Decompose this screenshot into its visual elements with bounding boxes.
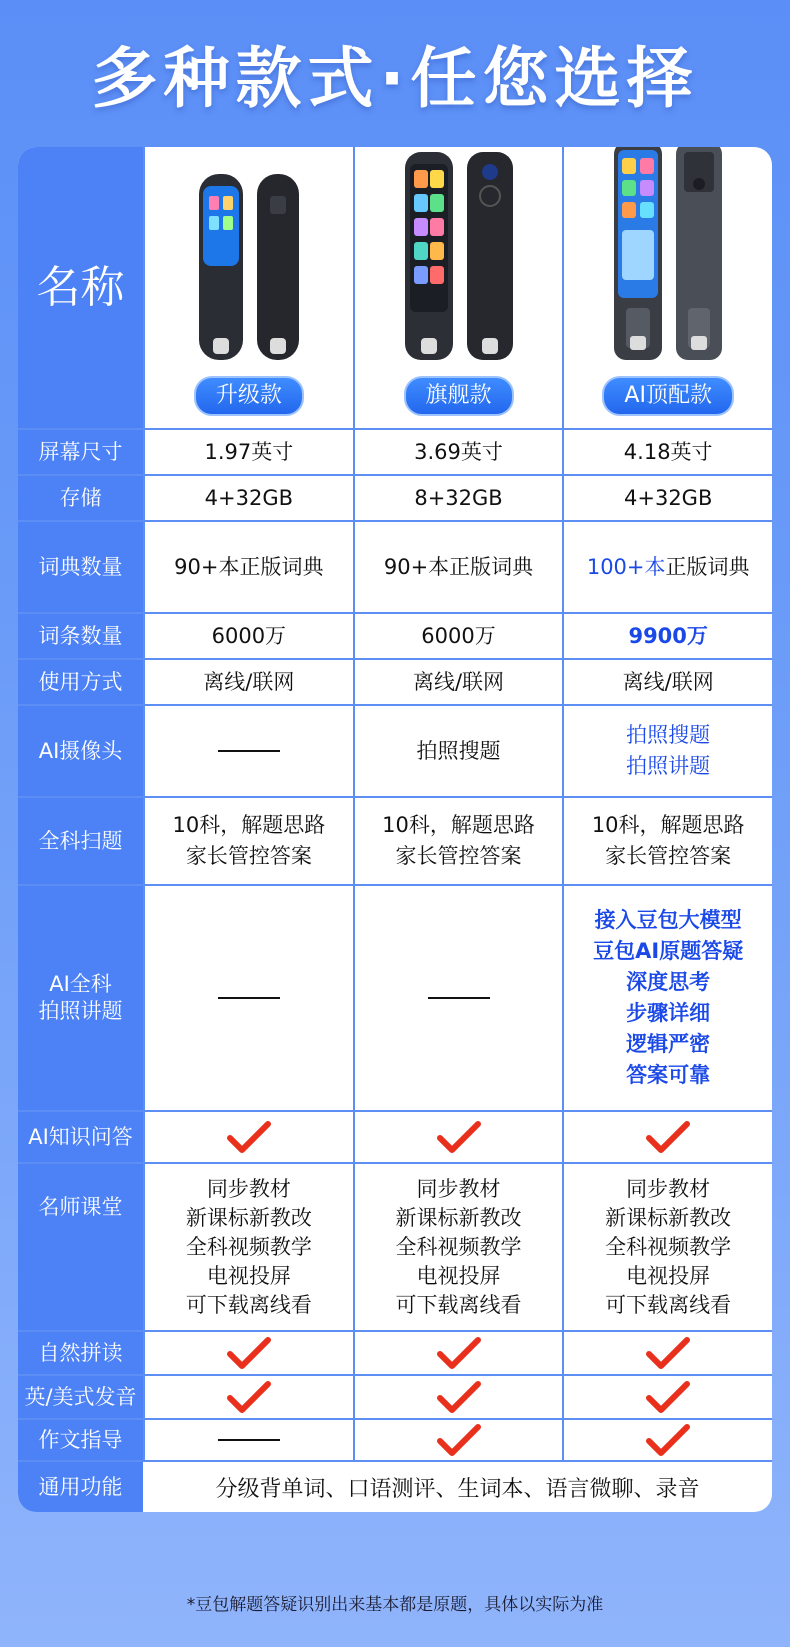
dash-none [218,750,280,752]
value-line: 步骤详细 [626,1001,711,1025]
product-name-pill: AI顶配款 [602,376,734,416]
value-cell [562,522,772,612]
value-cell [143,1112,353,1162]
row-label: 作文指导 [18,1420,143,1460]
value-line: 同步教材 [626,1176,711,1201]
page-title: 多种款式·任您选择 [91,40,699,117]
value-cell [562,1376,772,1418]
value-cell: 离线/联网 [353,660,563,704]
row-teacher [18,1164,772,1332]
row-label: 存储 [18,476,143,520]
value-line: 新课标新教改 [395,1205,522,1230]
value-line: 同步教材 [416,1176,501,1201]
value-cell: 3.69英寸 [353,430,563,474]
value-line: 电视投屏 [626,1263,711,1288]
value-line: 逻辑严密 [626,1032,711,1056]
value-cell [143,886,353,1110]
dash-none [218,1439,280,1441]
value-cell [562,706,772,796]
value-cell [143,1164,353,1330]
value-cell [562,1332,772,1374]
check-icon [646,1120,690,1154]
value-cell: 6000万 [353,614,563,658]
value-cell [143,706,353,796]
row-dict [18,522,772,614]
value-cell: 4+32GB [562,476,772,520]
product-name-pill: 旗舰款 [404,376,514,416]
value-cell: 90+本正版词典 [143,522,353,612]
value-cell [353,1164,563,1330]
row-label: 通用功能 [18,1462,143,1512]
value-line: 全科视频教学 [395,1234,522,1259]
value-cell [353,886,563,1110]
common-features: 分级背单词、口语测评、生词本、语言微聊、录音 [215,1476,700,1502]
check-icon [646,1336,690,1370]
row-common [18,1462,772,1512]
footnote: *豆包解题答疑识别出来基本都是原题，具体以实际为准 [186,1595,604,1615]
row-scan [18,798,772,886]
dict-count-rest: 正版词典 [665,554,750,579]
value-line: 全科视频教学 [605,1234,732,1259]
row-label: 英/美式发音 [18,1376,143,1418]
value-cell: 1.97英寸 [143,430,353,474]
row-label: 使用方式 [18,660,143,704]
label-line: AI全科 [49,972,112,996]
value-cell [562,798,772,884]
check-icon [437,1120,481,1154]
value-line: 10科，解题思路 [172,813,326,837]
pen-image-ai [612,147,724,362]
row-camera [18,706,772,798]
row-label: 全科扫题 [18,798,143,884]
check-icon [646,1423,690,1457]
name-label: 名称 [18,147,143,428]
value-cell: 离线/联网 [562,660,772,704]
value-cell: 6000万 [143,614,353,658]
check-icon [437,1423,481,1457]
dict-count-highlight: 100+本 [586,554,666,579]
value-cell [562,1112,772,1162]
row-label: AI摄像头 [18,706,143,796]
product-flagship[interactable] [353,147,563,428]
value-line: 全科视频教学 [185,1234,312,1259]
pen-image-flagship [403,147,515,362]
value-cell: 4+32GB [143,476,353,520]
value-cell [562,1164,772,1330]
value-cell: 4.18英寸 [562,430,772,474]
label-line: 拍照讲题 [38,999,123,1023]
value-line: 家长管控答案 [605,844,732,868]
check-icon [227,1336,271,1370]
row-label [18,886,143,1110]
pen-front-icon [612,147,664,362]
comparison-table [18,147,772,1512]
value-cell: 8+32GB [353,476,563,520]
value-cell [143,1420,353,1460]
value-line: 家长管控答案 [185,844,312,868]
value-cell [562,886,772,1110]
row-label: 词典数量 [18,522,143,612]
product-row [18,147,772,430]
value-line: 新课标新教改 [185,1205,312,1230]
value-cell [353,1376,563,1418]
value-line: 电视投屏 [416,1263,501,1288]
check-icon [227,1120,271,1154]
row-label: AI知识问答 [18,1112,143,1162]
row-accent [18,1376,772,1420]
pen-back-icon [465,150,515,362]
row-ai-qa [18,1112,772,1164]
dash-none [428,997,490,999]
row-phonics [18,1332,772,1376]
row-label: 自然拼读 [18,1332,143,1374]
value-cell: 离线/联网 [143,660,353,704]
pen-back-icon [674,147,724,362]
value-cell [562,1420,772,1460]
value-cell [353,1332,563,1374]
row-label: 词条数量 [18,614,143,658]
value-line: 拍照搜题 [626,723,711,747]
pen-back-icon [255,172,301,362]
value-cell [143,1332,353,1374]
value-line: 可下载离线看 [395,1292,522,1317]
row-entries [18,614,772,660]
value-cell [143,1376,353,1418]
value-line: 深度思考 [626,970,711,994]
value-cell [353,1420,563,1460]
row-label: 名师课堂 [18,1164,143,1330]
product-name-pill: 升级款 [194,376,304,416]
value-cell: 9900万 [562,614,772,658]
pen-front-icon [197,172,245,362]
value-cell: 拍照搜题 [353,706,563,796]
value-line: 10科，解题思路 [591,813,745,837]
value-line: 同步教材 [206,1176,291,1201]
value-line: 家长管控答案 [395,844,522,868]
value-cell [143,798,353,884]
check-icon [227,1380,271,1414]
value-line: 10科，解题思路 [382,813,535,837]
value-line: 可下载离线看 [605,1292,732,1317]
value-line: 拍照讲题 [626,754,711,778]
row-label: 屏幕尺寸 [18,430,143,474]
check-icon [437,1380,481,1414]
row-screen [18,430,772,476]
row-ai-photo [18,886,772,1112]
row-usage [18,660,772,706]
value-cell: 90+本正版词典 [353,522,563,612]
check-icon [437,1336,481,1370]
check-icon [646,1380,690,1414]
pen-image-upgrade [197,147,301,362]
value-cell [353,798,563,884]
product-ai-top[interactable] [562,147,772,428]
value-line: 豆包AI原题答疑 [593,939,744,963]
product-upgrade[interactable] [143,147,353,428]
value-line: 答案可靠 [626,1063,711,1087]
pen-front-icon [403,150,455,362]
dash-none [218,997,280,999]
value-line: 可下载离线看 [185,1292,312,1317]
row-essay [18,1420,772,1462]
value-line: 接入豆包大模型 [594,908,742,932]
value-cell [353,1112,563,1162]
row-storage [18,476,772,522]
value-line: 电视投屏 [206,1263,291,1288]
value-line: 新课标新教改 [605,1205,732,1230]
